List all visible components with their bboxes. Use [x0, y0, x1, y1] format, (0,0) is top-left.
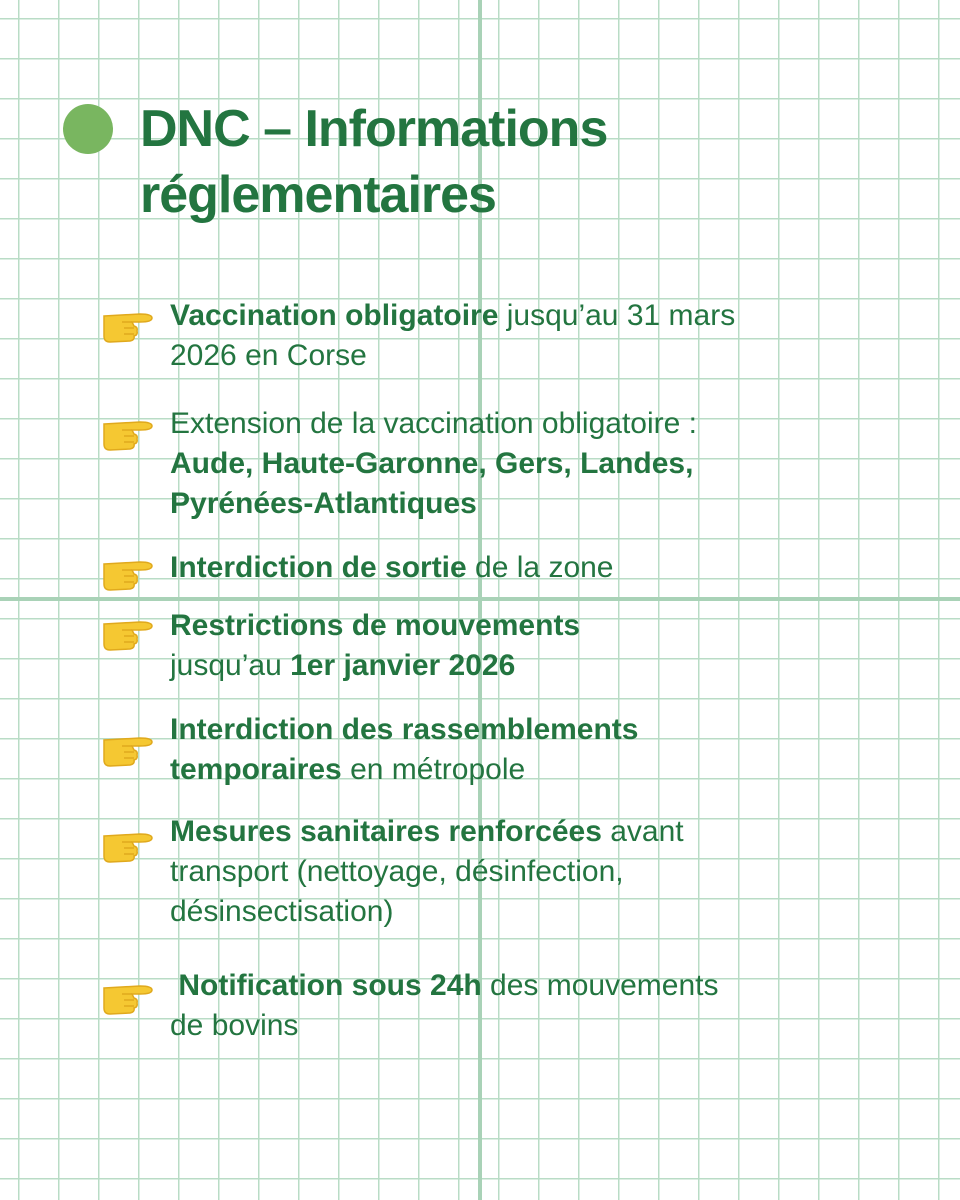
- item-bold: Restrictions de mouvements: [170, 609, 581, 642]
- item-bold: temporaires: [170, 753, 342, 786]
- item-text: 2026 en Corse: [170, 339, 367, 372]
- item-text: jusqu’au: [170, 649, 291, 682]
- title-line-1: DNC – Informations: [140, 100, 608, 158]
- item-bold: Aude, Haute-Garonne, Gers, Landes,: [170, 447, 694, 480]
- item-bold: Pyrénées-Atlantiques: [170, 487, 477, 520]
- item-bold: Mesures sanitaires renforcées: [170, 815, 602, 848]
- title-line-2: réglementaires: [140, 166, 496, 224]
- item-bold: Interdiction des rassemblements: [170, 713, 639, 746]
- list-item-text: [170, 966, 870, 1046]
- list-item-text: [170, 296, 870, 376]
- pointing-hand-icon: [100, 730, 156, 768]
- list-item-text: [170, 548, 870, 588]
- item-text: en métropole: [341, 753, 526, 786]
- list-item-text: [170, 710, 870, 790]
- item-bold: Vaccination obligatoire: [170, 299, 499, 332]
- item-text: avant: [601, 815, 684, 848]
- item-text: transport (nettoyage, désinfection,: [170, 855, 624, 888]
- pointing-hand-icon: [100, 614, 156, 652]
- pointing-hand-icon: [100, 978, 156, 1016]
- item-bold: Interdiction de sortie: [170, 551, 467, 584]
- item-bold: 1er janvier 2026: [290, 649, 516, 682]
- pointing-hand-icon: [100, 414, 156, 452]
- list-item-text: [170, 404, 870, 524]
- pointing-hand-icon: [100, 554, 156, 592]
- grid-center-horizontal-line: [0, 597, 960, 601]
- pointing-hand-icon: [100, 306, 156, 344]
- item-text: de bovins: [170, 1009, 299, 1042]
- item-text: de la zone: [466, 551, 614, 584]
- item-bold: Notification sous 24h: [170, 969, 482, 1002]
- item-text: des mouvements: [481, 969, 719, 1002]
- list-item-text: [170, 606, 870, 686]
- page-title: [140, 96, 900, 228]
- list-item-text: [170, 812, 870, 932]
- item-text: jusqu’au 31 mars: [498, 299, 736, 332]
- title-dot-icon: [63, 104, 113, 154]
- item-text: désinsectisation): [170, 895, 394, 928]
- item-text: Extension de la vaccination obligatoire :: [170, 407, 697, 440]
- pointing-hand-icon: [100, 826, 156, 864]
